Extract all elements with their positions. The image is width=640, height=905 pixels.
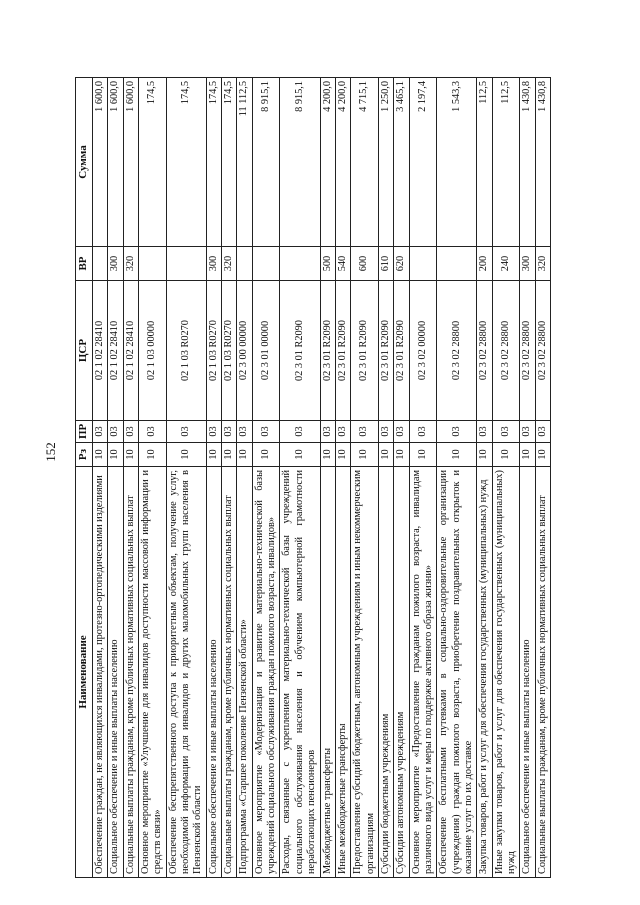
table-row <box>409 78 437 878</box>
cell-vr <box>252 247 280 281</box>
table-row <box>320 78 335 878</box>
cell-csr: 02 1 03 R0270 <box>166 281 206 421</box>
cell-pr: 03 <box>93 421 108 443</box>
cell-name: Основное мероприятие «Модернизация и развитие материально-технической базы учреждений социального обслуживания граждан пожилого возраста, инвалидов» <box>252 467 280 878</box>
cell-rz: 10 <box>477 443 492 467</box>
cell-sum: 1 430,8 <box>520 78 535 247</box>
table-row <box>335 78 350 878</box>
cell-sum: 1 543,3 <box>437 78 477 247</box>
cell-rz: 10 <box>139 443 167 467</box>
cell-name: Предоставление субсидий бюджетным, автономным учреждениям и иным некоммерческим организациям <box>351 467 379 878</box>
cell-rz: 10 <box>252 443 280 467</box>
header-csr: ЦСР <box>76 281 93 421</box>
cell-vr <box>166 247 206 281</box>
cell-vr: 620 <box>394 247 409 281</box>
cell-vr <box>409 247 437 281</box>
cell-pr: 03 <box>280 421 320 443</box>
cell-sum: 1 600,0 <box>123 78 138 247</box>
cell-csr: 02 1 03 00000 <box>139 281 167 421</box>
cell-rz: 10 <box>123 443 138 467</box>
rotated-page-content <box>75 78 565 878</box>
table-row <box>93 78 108 878</box>
cell-rz: 10 <box>335 443 350 467</box>
header-name: Наименование <box>76 467 93 878</box>
page-number: 152 <box>43 442 58 462</box>
cell-vr: 300 <box>520 247 535 281</box>
cell-vr: 500 <box>320 247 335 281</box>
header-rz: Рз <box>76 443 93 467</box>
cell-csr: 02 3 01 R2090 <box>280 281 320 421</box>
cell-vr: 320 <box>222 247 237 281</box>
table-header <box>76 78 93 878</box>
cell-name: Подпрограмма «Старшее поколение Пензенской области» <box>237 467 252 878</box>
cell-pr: 03 <box>222 421 237 443</box>
cell-csr: 02 3 02 28800 <box>492 281 520 421</box>
cell-csr: 02 1 03 R0270 <box>222 281 237 421</box>
cell-sum: 8 915,1 <box>280 78 320 247</box>
cell-vr <box>237 247 252 281</box>
table-row <box>108 78 123 878</box>
table-row <box>123 78 138 878</box>
cell-csr: 02 3 01 R2090 <box>351 281 379 421</box>
cell-csr: 02 3 02 00000 <box>409 281 437 421</box>
cell-vr: 320 <box>535 247 550 281</box>
cell-csr: 02 3 01 R2090 <box>394 281 409 421</box>
cell-rz: 10 <box>492 443 520 467</box>
cell-name: Социальное обеспечение и иные выплаты населению <box>520 467 535 878</box>
table-row <box>206 78 221 878</box>
cell-name: Иные закупки товаров, работ и услуг для обеспечения государственных (муниципальных) нужд <box>492 467 520 878</box>
cell-rz: 10 <box>206 443 221 467</box>
cell-pr: 03 <box>437 421 477 443</box>
cell-rz: 10 <box>237 443 252 467</box>
table-body <box>93 78 551 878</box>
cell-pr: 03 <box>409 421 437 443</box>
cell-pr: 03 <box>252 421 280 443</box>
cell-sum: 4 200,0 <box>335 78 350 247</box>
cell-pr: 03 <box>123 421 138 443</box>
table-row <box>477 78 492 878</box>
cell-name: Обеспечение беспрепятственного доступа к приоритетным объектам, получение услуг, необходимой информации для инвалидов и других маломобильных групп населения в Пензенской области <box>166 467 206 878</box>
cell-name: Закупка товаров, работ и услуг для обеспечения государственных (муниципальных) нужд <box>477 467 492 878</box>
cell-vr <box>93 247 108 281</box>
cell-csr: 02 3 02 28800 <box>520 281 535 421</box>
cell-rz: 10 <box>409 443 437 467</box>
table-row <box>378 78 393 878</box>
cell-name: Социальные выплаты гражданам, кроме публичных нормативных социальных выплат <box>222 467 237 878</box>
cell-sum: 1 600,0 <box>108 78 123 247</box>
cell-name: Субсидии автономным учреждениям <box>394 467 409 878</box>
cell-rz: 10 <box>394 443 409 467</box>
cell-rz: 10 <box>351 443 379 467</box>
cell-pr: 03 <box>335 421 350 443</box>
cell-sum: 11 112,5 <box>237 78 252 247</box>
cell-pr: 03 <box>206 421 221 443</box>
cell-vr <box>139 247 167 281</box>
cell-name: Основное мероприятие «Улучшение для инвалидов доступности массовой информации и средств связи» <box>139 467 167 878</box>
cell-vr: 240 <box>492 247 520 281</box>
cell-pr: 03 <box>351 421 379 443</box>
cell-sum: 174,5 <box>139 78 167 247</box>
cell-rz: 10 <box>378 443 393 467</box>
cell-sum: 1 250,0 <box>378 78 393 247</box>
cell-rz: 10 <box>437 443 477 467</box>
cell-vr: 610 <box>378 247 393 281</box>
cell-name: Обеспечение граждан, не являющихся инвалидами, протезно-ортопедическими изделиями <box>93 467 108 878</box>
cell-rz: 10 <box>280 443 320 467</box>
header-sum: Сумма <box>76 78 93 247</box>
cell-sum: 4 200,0 <box>320 78 335 247</box>
header-pr: ПР <box>76 421 93 443</box>
cell-pr: 03 <box>378 421 393 443</box>
cell-name: Расходы, связанные с укреплением материально-технической базы учреждений социального обслуживания населения и обучением компьютерной грамотности неработающих пенсионеров <box>280 467 320 878</box>
header-row <box>76 78 93 878</box>
cell-name: Основное мероприятие «Предоставление гражданам пожилого возраста, инвалидам различного вида услуг и меры по поддержке активного образа жизни» <box>409 467 437 878</box>
cell-pr: 03 <box>520 421 535 443</box>
table-row <box>394 78 409 878</box>
cell-sum: 174,5 <box>222 78 237 247</box>
cell-vr: 540 <box>335 247 350 281</box>
budget-table <box>75 77 551 878</box>
cell-rz: 10 <box>535 443 550 467</box>
cell-sum: 112,5 <box>477 78 492 247</box>
cell-pr: 03 <box>139 421 167 443</box>
cell-csr: 02 3 02 28800 <box>535 281 550 421</box>
cell-sum: 1 600,0 <box>93 78 108 247</box>
cell-rz: 10 <box>108 443 123 467</box>
cell-pr: 03 <box>535 421 550 443</box>
table-row <box>280 78 320 878</box>
cell-pr: 03 <box>237 421 252 443</box>
cell-csr: 02 1 02 28410 <box>93 281 108 421</box>
cell-csr: 02 1 03 R0270 <box>206 281 221 421</box>
cell-sum: 174,5 <box>166 78 206 247</box>
cell-vr: 200 <box>477 247 492 281</box>
cell-rz: 10 <box>520 443 535 467</box>
cell-csr: 02 3 01 R2090 <box>335 281 350 421</box>
cell-pr: 03 <box>492 421 520 443</box>
cell-sum: 4 715,1 <box>351 78 379 247</box>
cell-pr: 03 <box>166 421 206 443</box>
cell-rz: 10 <box>320 443 335 467</box>
cell-sum: 1 430,8 <box>535 78 550 247</box>
cell-csr: 02 3 02 28800 <box>437 281 477 421</box>
table-row <box>139 78 167 878</box>
cell-csr: 02 3 01 00000 <box>252 281 280 421</box>
table-row <box>222 78 237 878</box>
cell-pr: 03 <box>320 421 335 443</box>
cell-vr <box>437 247 477 281</box>
table-row <box>520 78 535 878</box>
cell-vr: 300 <box>206 247 221 281</box>
cell-name: Субсидии бюджетным учреждениям <box>378 467 393 878</box>
cell-sum: 2 197,4 <box>409 78 437 247</box>
cell-rz: 10 <box>166 443 206 467</box>
cell-pr: 03 <box>394 421 409 443</box>
table-row <box>166 78 206 878</box>
cell-pr: 03 <box>108 421 123 443</box>
cell-csr: 02 1 02 28410 <box>123 281 138 421</box>
cell-vr: 320 <box>123 247 138 281</box>
cell-sum: 112,5 <box>492 78 520 247</box>
cell-name: Социальные выплаты гражданам, кроме публичных нормативных социальных выплат <box>535 467 550 878</box>
cell-name: Социальное обеспечение и иные выплаты населению <box>108 467 123 878</box>
cell-rz: 10 <box>222 443 237 467</box>
cell-vr: 300 <box>108 247 123 281</box>
table-row <box>252 78 280 878</box>
cell-csr: 02 3 02 28800 <box>477 281 492 421</box>
cell-name: Обеспечение бесплатными путевками в социально-оздоровительные организации (учреждения) граждан пожилого возраста, приобретение поздравительных открыток и оказание услуг по их доставке <box>437 467 477 878</box>
table-row <box>237 78 252 878</box>
cell-csr: 02 3 01 R2090 <box>320 281 335 421</box>
table-row <box>492 78 520 878</box>
cell-sum: 174,5 <box>206 78 221 247</box>
cell-name: Межбюджетные трансферты <box>320 467 335 878</box>
table-row <box>437 78 477 878</box>
cell-csr: 02 3 01 R2090 <box>378 281 393 421</box>
cell-csr: 02 3 00 00000 <box>237 281 252 421</box>
cell-vr <box>280 247 320 281</box>
cell-sum: 3 465,1 <box>394 78 409 247</box>
cell-name: Иные межбюджетные трансферты <box>335 467 350 878</box>
cell-sum: 8 915,1 <box>252 78 280 247</box>
cell-csr: 02 1 02 28410 <box>108 281 123 421</box>
table-row <box>535 78 550 878</box>
cell-name: Социальное обеспечение и иные выплаты населению <box>206 467 221 878</box>
header-vr: ВР <box>76 247 93 281</box>
cell-name: Социальные выплаты гражданам, кроме публичных нормативных социальных выплат <box>123 467 138 878</box>
cell-pr: 03 <box>477 421 492 443</box>
table-row <box>351 78 379 878</box>
cell-vr: 600 <box>351 247 379 281</box>
cell-rz: 10 <box>93 443 108 467</box>
